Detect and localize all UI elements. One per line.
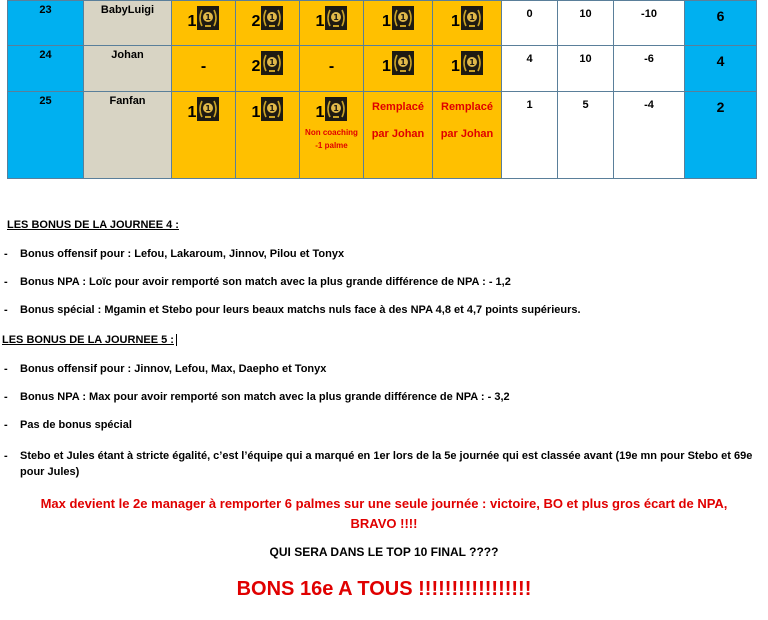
- table-row: [8, 1, 757, 46]
- palme-count: 1 1: [451, 51, 483, 75]
- svg-text:1: 1: [333, 13, 340, 22]
- day-result-cell: -: [172, 46, 236, 92]
- trophy-medal-icon: [325, 6, 347, 30]
- table-row: [8, 46, 757, 92]
- svg-text:1: 1: [205, 104, 212, 113]
- palme-count: 1 1: [382, 51, 414, 75]
- stat-cell: 1: [502, 92, 558, 179]
- palme-count: 2 1: [252, 51, 284, 75]
- day-result-cell: [172, 92, 236, 179]
- total-cell: 6: [685, 1, 757, 46]
- day-result-cell: [364, 46, 433, 92]
- player-name-cell: Fanfan: [84, 92, 172, 179]
- day-result-cell: -: [300, 46, 364, 92]
- palme-count: 2 1: [252, 6, 284, 30]
- day-result-cell: 1 1 Non coaching -1 palme: [300, 92, 364, 179]
- day-result-cell: [364, 1, 433, 46]
- bonus4-title: LES BONUS DE LA JOURNEE 4 :: [7, 219, 179, 231]
- day-result-cell: [172, 1, 236, 46]
- bonus4-npa: - Bonus NPA : Loïc pour avoir remporté son match avec la plus grande différence de NPA : - 1,2: [4, 276, 511, 288]
- svg-text:1: 1: [269, 13, 276, 22]
- stat-cell: 10: [558, 46, 614, 92]
- palme-count: 1 1: [252, 97, 284, 121]
- trophy-medal-icon: [197, 6, 219, 30]
- palme-count: 1 1: [188, 6, 220, 30]
- day-result-cell: [300, 1, 364, 46]
- bonus5-title: LES BONUS DE LA JOURNEE 5 :: [2, 334, 177, 346]
- bonus5-egalite: - Stebo et Jules étant à stricte égalité, c’est l’équipe qui a marqué en 1er lors de la 5e journée qui est classée avant (19e mn pour Stebo et 69e pour Jules): [4, 450, 753, 478]
- stat-cell: 4: [502, 46, 558, 92]
- bonus5-offensif: - Bonus offensif pour : Jinnov, Lefou, Max, Daepho et Tonyx: [4, 363, 327, 375]
- svg-text:1: 1: [205, 13, 212, 22]
- bonus4-offensif: - Bonus offensif pour : Lefou, Lakaroum, Jinnov, Pilou et Tonyx: [4, 248, 345, 260]
- svg-text:1: 1: [400, 58, 406, 67]
- day-result-cell: [236, 1, 300, 46]
- trophy-medal-icon: [392, 51, 414, 75]
- standings-table: [7, 0, 757, 179]
- svg-text:1: 1: [400, 13, 406, 22]
- max-announcement: Max devient le 2e manager à remporter 6 palmes sur une seule journée : victoire, BO et plus gros écart de NPA, BRAVO !!!!: [40, 496, 728, 531]
- palme-count: 1 1: [382, 6, 414, 30]
- palme-count: 1 1: [188, 97, 220, 121]
- trophy-medal-icon: [197, 97, 219, 121]
- trophy-medal-icon: [261, 97, 283, 121]
- trophy-medal-icon: [461, 6, 483, 30]
- day-result-cell: [433, 1, 502, 46]
- day-result-cell: Remplacé par Johan: [364, 92, 433, 179]
- palme-count: 1 1: [316, 6, 348, 30]
- day-result-cell: [236, 92, 300, 179]
- bonus5-special: - Pas de bonus spécial: [4, 419, 132, 431]
- svg-text:1: 1: [469, 13, 475, 22]
- bonus5-npa: - Bonus NPA : Max pour avoir remporté son match avec la plus grande différence de NPA : - 3,2: [4, 391, 510, 403]
- player-name-cell: BabyLuigi: [84, 1, 172, 46]
- trophy-medal-icon: [261, 51, 283, 75]
- trophy-medal-icon: [392, 6, 414, 30]
- stat-cell: -10: [614, 1, 685, 46]
- final-message: BONS 16e A TOUS !!!!!!!!!!!!!!!!!: [236, 578, 532, 600]
- trophy-medal-icon: [261, 6, 283, 30]
- palme-count: 1 1: [451, 6, 483, 30]
- day-result-cell: [433, 46, 502, 92]
- svg-text:1: 1: [269, 104, 276, 113]
- rank-cell: 24: [8, 46, 84, 92]
- stat-cell: -6: [614, 46, 685, 92]
- top10-question: QUI SERA DANS LE TOP 10 FINAL ????: [269, 545, 499, 559]
- total-cell: 4: [685, 46, 757, 92]
- stat-cell: 0: [502, 1, 558, 46]
- palme-count: 1 1: [316, 97, 348, 121]
- player-name-cell: Johan: [84, 46, 172, 92]
- day-result-cell: [236, 46, 300, 92]
- bonus4-special: - Bonus spécial : Mgamin et Stebo pour leurs beaux matchs nuls face à des NPA 4,8 et 4,7 points supérieurs.: [4, 304, 581, 316]
- svg-text:1: 1: [469, 58, 475, 67]
- trophy-medal-icon: [325, 97, 347, 121]
- stat-cell: 10: [558, 1, 614, 46]
- rank-cell: 23: [8, 1, 84, 46]
- table-row: [8, 92, 757, 179]
- stat-cell: 5: [558, 92, 614, 179]
- rank-cell: 25: [8, 92, 84, 179]
- svg-text:1: 1: [269, 58, 276, 67]
- day-result-cell: Remplacé par Johan: [433, 92, 502, 179]
- trophy-medal-icon: [461, 51, 483, 75]
- stat-cell: -4: [614, 92, 685, 179]
- svg-text:1: 1: [333, 104, 340, 113]
- total-cell: 2: [685, 92, 757, 179]
